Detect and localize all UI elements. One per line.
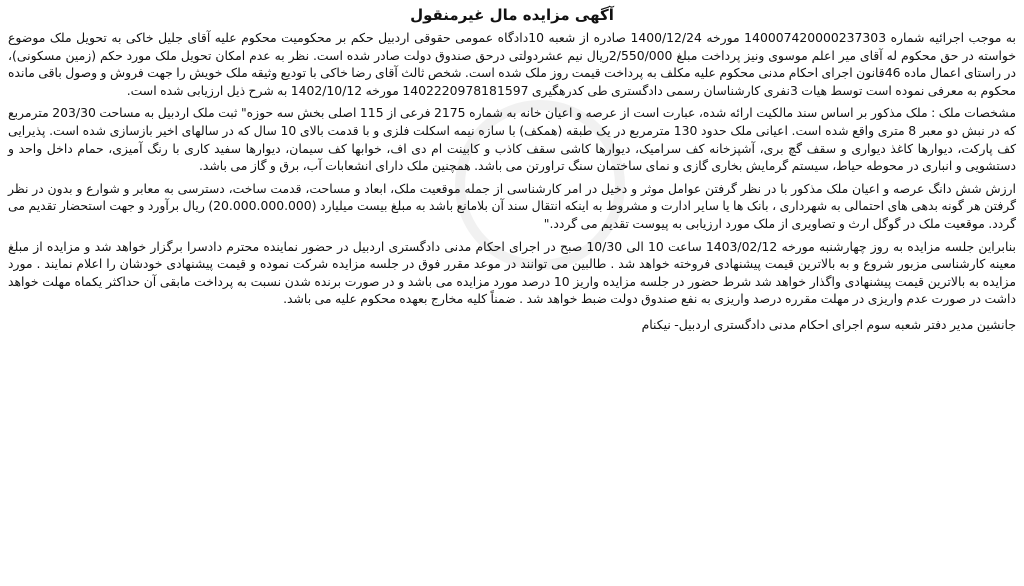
paragraph-property-specs: مشخصات ملک : ملک مذکور بر اساس سند مالکیت ارائه شده، عبارت است از عرصه و اعیان خانه به شماره 2175 فرعی از 115 اصلی بخش سه حوزه" ثبت ملک اردبیل به مساحت 203/30 مترمربع که در نبش دو معبر 8 متری واقع شده است. اعیانی ملک حدود 130 مترمربع در یک طبقه (همکف) با سازه نیمه اسکلت فلزی و با قدمت بالای 10 سال که در سالهای اخیر بازسازی شده است. پذیرایی کف پارکت، دیوارها کاغذ دیواری و سقف گچ بری، آشپزخانه کف سرامیک، دیوارها کاشی سقف کاذب و کابینت ام دی اف، خوابها کف سیمان، دیوارها سفید کاری با رنگ آمیزی، حمام داخل واحد و دستشویی و انباری در محوطه حیاط، سیستم گرمایش بخاری گازی و نمای ساختمان سنگ تراورتن می باشد. همچنین ملک دارای انشعابات آب، برق و گاز می باشد.	[8, 105, 1016, 174]
page-title: آگهی مزایده مال غیرمنقول	[410, 6, 614, 24]
signature-line: جانشین مدیر دفتر شعبه سوم اجرای احکام مدنی دادگستری اردبیل- نیکنام	[641, 316, 1016, 332]
paragraph-valuation: ارزش شش دانگ عرصه و اعیان ملک مذکور با در نظر گرفتن عوامل موثر و دخیل در امر کارشناسی از جمله موقعیت ملک، ابعاد و مساحت، قدمت ساخت، دسترسی به معابر و شوارع و بدون در نظر گرفتن هر گونه بدهی های احتمالی به شهرداری ، بانک ها یا سایر ادارت و مشروط به اینکه انتقال سند آن بلامانع باشد به مبلغ بیست میلیارد (20.000.000.000) ریال برآورد و جهت استحضار تقدیم می گردد. موقعیت ملک در گوگل ارث و تصاویری از ملک مورد ارزیابی به پیوست تقدیم می گردد."	[8, 180, 1016, 231]
paragraph-judgment: به موجب اجرائیه شماره 140007420000237303 مورخه 1400/12/24 صادره از شعبه 10دادگاه عمومی حقوقی اردبیل حکم بر محکومیت محکوم علیه آقای جلیل خاکی به تحویل ملک موضوع خواسته در حق محکوم له آقای میر اعلم موسوی ونیز پرداخت مبلغ 2/550/000ریال نیم عشردولتی درحق صندوق دولت صادر شده است. نظر به عدم امکان تحویل ملک مورد حکم (زمین مسکونی)، در راستای اعمال ماده 46قانون اجرای احکام مدنی محکوم علیه مکلف به پرداخت قیمت روز ملک شده است. شخص ثالث آقای رضا خاکی با تودیع وثیقه ملک خویش را جهت فروش و وصول باقی مانده محکوم به معرفی نموده است توسط هیات 3نفری کارشناسان رسمی دادگستری طی کدرهگیری 1402220978181597 مورخه 1402/10/12 به شرح ذیل ارزیابی شده است.	[8, 30, 1017, 98]
paragraph-auction-session: بنابراین جلسه مزایده به روز چهارشنبه مورخه 1403/02/12 ساعت 10 الی 10/30 صبح در اجرای احکام مدنی دادگستری اردبیل در حضور نماینده محترم دادسرا برگزار خواهد شد و مزایده از مبلغ معینه کارشناسی مزبور شروع و به بالاترین قیمت پیشنهادی فروخته خواهد شد . طالبین می توانند در موعد مقرر فوق در جلسه مزایده شرکت نموده و قیمت پیشنهادی خودشان را اعلام نمایند . مورد مزایده به بالاترین قیمت پیشنهادی واگذار خواهد شد شرط حضور در جلسه مزایده واریز 10 درصد مورد مزایده می باشد و در صورت برنده شدن نسبت به پرداخت مابقی آن حداکثر یکماه مهلت خواهد داشت در صورت عدم واریزی در مهلت مقرره درصد واریزی به نفع صندوق دولت ضبط خواهد شد . ضمناً کلیه مخارج بعهده محکوم علیه می باشد.	[8, 238, 1017, 307]
